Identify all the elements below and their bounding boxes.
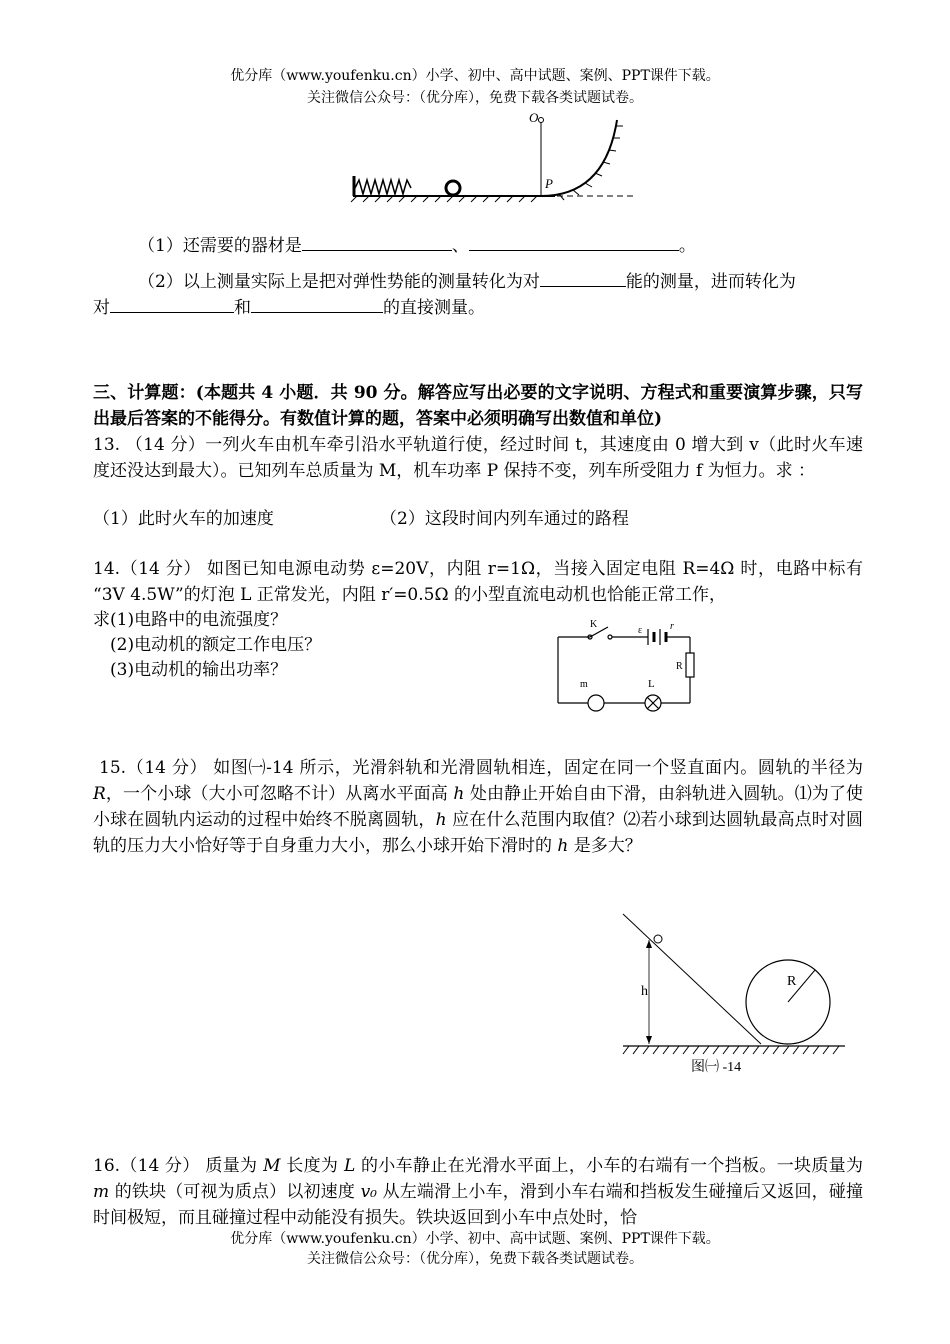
q13-text: 13. （14 分）一列火车由机车牵引沿水平轨道行使，经过时间 t，其速度由 0 增大到 v（此时火车速度还没达到最大）。已知列车总质量为 M，机车功率 P 保持不变，列车所受阻力 f 为恒力。求 ： (93, 435, 863, 481)
q12-part2-a: （2）以上测量实际上是把对弹性势能的测量转化为对 (138, 272, 540, 292)
q15-text (93, 755, 863, 859)
label-eps: ε (638, 625, 643, 636)
label-o: O (529, 110, 539, 125)
q16-a: 16.（14 分） 质量为 (93, 1156, 264, 1176)
q12-part2-d: 和 (234, 298, 251, 318)
blank-1 (302, 232, 452, 251)
q12-part1 (138, 232, 696, 259)
label-r: r (670, 621, 674, 632)
ball (446, 181, 460, 195)
q12-part1-label: （1）还需要的器材是 (138, 236, 302, 256)
q16-L: L (343, 1156, 356, 1176)
q16-v0: v₀ (360, 1182, 377, 1202)
q16-d: 的铁块（可视为质点）以初速度 (109, 1182, 361, 1202)
q12-part2-b: 能的测量，进而转化为 (625, 272, 796, 292)
q12-part2-e: 的直接测量。 (383, 298, 485, 318)
ball (654, 935, 662, 943)
spring (355, 180, 411, 194)
q13-part1: （1）此时火车的加速度 (93, 509, 274, 529)
q14-sub2: (2)电动机的额定工作电压？ (110, 635, 322, 655)
q15-R: R (93, 784, 106, 804)
q15-h1: h (453, 784, 465, 804)
spring-track-figure (345, 108, 645, 208)
q15-mid3: 应在什么范围内取值？⑵若小球到达圆轨最高点时对圆轨的压力大小恰好等于自身重力大小，那么小球开始下滑时的 (93, 810, 864, 856)
q15-h2: h (435, 810, 447, 830)
label-m: m (580, 679, 588, 690)
q14-sub1: 求(1)电路中的电流强度？ (93, 610, 288, 630)
q14-sub3: (3)电动机的输出功率？ (110, 660, 288, 680)
q15-mid1: ，一个小球（大小可忽略不计）从离水平面高 (105, 784, 454, 804)
q16-c: 的小车静止在光滑水平面上，小车的右端有一个挡板。一块质量为 (355, 1156, 863, 1176)
q12-part1-sep: 、 (451, 236, 469, 256)
blank-4 (110, 294, 234, 313)
label-R: R (676, 661, 683, 672)
incline-loop-figure (615, 908, 855, 1078)
q16-M: M (263, 1156, 281, 1176)
q14-text: 14.（14 分） 如图已知电源电动势 ε=20V，内阻 r=1Ω，当接入固定电阻 R=4Ω 时，电路中标有 “3V 4.5W”的灯泡 L 正常发光，内阻 r′=0.5Ω 的小型直流电动机也恰能正常工作， (93, 559, 863, 605)
q16-e: 从左端滑上小车，滑到小车右端和挡板发生碰撞后又返回，碰撞时间极短，而且碰撞过程中动能没有损失。铁块返回到小车中点处时，恰 (93, 1182, 864, 1228)
q16-text (93, 1153, 863, 1231)
page-header-line2: 关注微信公众号：（优分库），免费下载各类试题试卷。 (307, 90, 643, 106)
blank-3 (540, 268, 626, 287)
q13-part2: （2）这段时间内列车通过的路程 (380, 509, 629, 529)
q12-part2-line1 (138, 268, 796, 295)
page-header-line1: 优分库（www.youfenku.cn）小学、初中、高中试题、案例、PPT课件下载。 (230, 68, 720, 84)
label-R: R (787, 974, 797, 989)
q12-part2-c: 对 (93, 298, 110, 318)
page-footer-line2: 关注微信公众号：（优分库），免费下载各类试题试卷。 (307, 1251, 643, 1267)
resistor-r (686, 653, 694, 677)
q15-num: 15.（14 分） 如图㈠-14 所示，光滑斜轨和光滑圆轨相连，固定在同一个竖直面内。圆轨的半径为 (99, 758, 863, 778)
q12-part1-end: 。 (678, 236, 696, 256)
label-p: P (545, 176, 553, 191)
label-L: L (648, 678, 655, 690)
circuit-diagram (550, 615, 710, 725)
blank-2 (469, 232, 679, 251)
q12-part2-line2 (93, 294, 485, 321)
incline (623, 914, 761, 1044)
section3-title: 三、计算题：(本题共 4 小题．共 90 分。解答应写出必要的文字说明、方程式和重要演算步骤，只写出最后答案的不能得分。有数值计算的题，答案中必须明确写出数值和单位) (93, 383, 863, 429)
q16-b: 长度为 (280, 1156, 344, 1176)
q15-h3: h (557, 836, 569, 856)
q15-end: 是多大？ (568, 836, 642, 856)
q16-m: m (93, 1182, 110, 1202)
label-k: K (590, 619, 598, 630)
figure-caption: 图㈠ -14 (691, 1060, 742, 1075)
blank-5 (251, 294, 383, 313)
motor-m (588, 695, 604, 711)
q15-mid2: 处由静止开始自由下滑，由斜轨进入圆轨。⑴为了使小球在圆轨内运动的过程中始终不脱离圆轨， (93, 784, 864, 830)
page-footer-line1: 优分库（www.youfenku.cn）小学、初中、高中试题、案例、PPT课件下载。 (230, 1231, 720, 1247)
label-h: h (641, 984, 648, 999)
